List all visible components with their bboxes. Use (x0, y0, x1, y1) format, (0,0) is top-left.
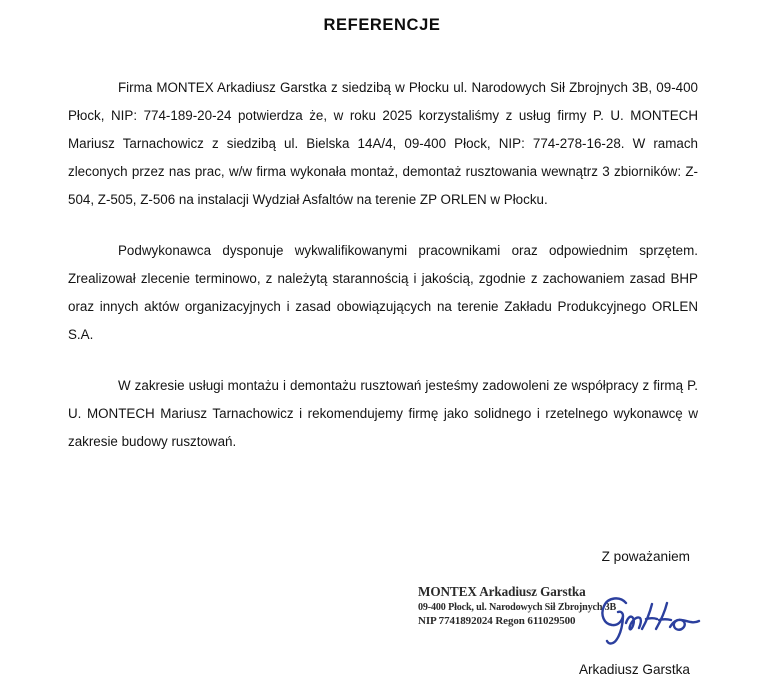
document-body (68, 74, 698, 456)
regards-text: Z poważaniem (601, 549, 690, 564)
stamp-identifiers: NIP 7741892024 Regon 611029500 (418, 615, 576, 628)
stamp-address: 09-400 Płock, ul. Narodowych Sił Zbrojnych 3B (418, 601, 617, 613)
paragraph-1: Firma MONTEX Arkadiusz Garstka z siedzibą w Płocku ul. Narodowych Sił Zbrojnych 3B, 09-400 Płock, NIP: 774-189-20-24 potwierdza że, w roku 2025 korzystaliśmy z usług firmy P. U. MONTECH Mariusz Tarnachowicz z siedzibą ul. Bielska 14A/4, 09-400 Płock, NIP: 774-278-16-28. W ramach zleconych przez nas prac, w/w firma wykonała montaż, demontaż rusztowania wewnątrz 3 zbiorników: Z-504, Z-505, Z-506 na instalacji Wydział Asfaltów na terenie ZP ORLEN w Płocku. (68, 80, 698, 207)
paragraph-2: Podwykonawca dysponuje wykwalifikowanymi pracownikami oraz odpowiednim sprzętem. Zrealizował zlecenie terminowo, z należytą starannością i jakością, zgodnie z zachowaniem zasad BHP oraz innych aktów organizacyjnych i zasad obowiązujących na terenie Zakładu Produkcyjnego ORLEN S.A. (68, 243, 698, 342)
stamp-company-name: MONTEX Arkadiusz Garstka (418, 584, 586, 599)
signature-icon (596, 589, 706, 647)
paragraph-3: W zakresie usługi montażu i demontażu rusztowań jesteśmy zadowoleni ze współpracy z firmą P. U. MONTECH Mariusz Tarnachowicz i rekomendujemy firmę jako solidnego i rzetelnego wykonawcę w zakresie budowy rusztowań. (68, 378, 698, 449)
signer-name: Arkadiusz Garstka (578, 662, 690, 677)
handwritten-signature (596, 589, 706, 647)
company-stamp (418, 584, 617, 629)
page-title: REFERENCJE (323, 16, 441, 34)
